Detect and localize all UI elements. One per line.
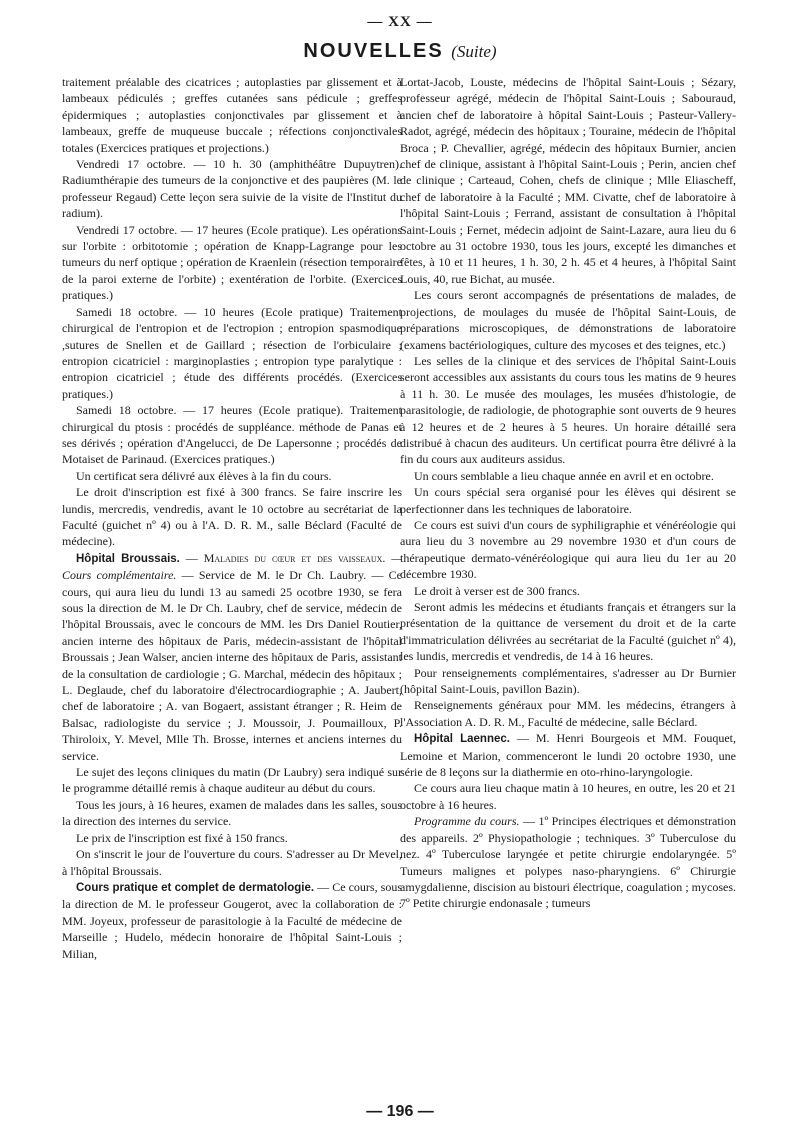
paragraph: Le droit à verser est de 300 francs. bbox=[414, 583, 580, 598]
paragraph: Un certificat sera délivré aux élèves à la fin du cours. bbox=[76, 468, 332, 483]
paragraph: Les selles de la clinique et des services de l'hôpital Saint-Louis seront accessibles aux assistants du cours tous les matins de 9 heures à 11 h. 30. Le musée des moulages, les musées d'histologie, de parasitologie, de radiologie, de photographie sont ouverts de 9 heures à 12 heures et de 2 heures à 5 heures. Un horaire détaillé sera distribué à chacun des auditeurs. Un certificat pourra être délivré à la fin du cours aux auditeurs assidus. bbox=[400, 353, 736, 467]
paragraph-dermatologie bbox=[62, 879, 402, 962]
paragraph: Le droit d'inscription est fixé à 300 francs. Se faire inscrire les lundis, mercredis, vendredis, avant le 10 octobre au secrétariat de la Faculté (guichet nº 4) ou à l'A. D. R. M., salle Béclard (Faculté de médecine). bbox=[62, 485, 402, 549]
right-column bbox=[400, 74, 736, 912]
paragraph-text: — 1º Principes électriques et démonstration des appareils. 2º Physiopathologie ; techniques. 3º Tuberculose du nez. 4º Tuberculose laryngée et petite chirurgie endolaryngée. 5º Tumeurs malignes et polypes naso-pharyngiens. 6º Chirurgie amygdalienne, discision au bistouri électrique, coagulation ; mycoses. 7º Petite chirurgie endonasale ; tumeurs bbox=[400, 814, 737, 911]
section-heading: Hôpital Broussais. bbox=[76, 552, 180, 565]
roman-page-number: — XX — bbox=[367, 14, 433, 30]
section-title bbox=[0, 40, 800, 63]
paragraph: Tous les jours, à 16 heures, examen de malades dans les salles, sous la direction des internes du service. bbox=[62, 797, 402, 829]
paragraph: Un cours spécial sera organisé pour les élèves qui désirent se perfectionner dans les techniques de laboratoire. bbox=[400, 485, 736, 516]
paragraph-broussais bbox=[62, 550, 402, 764]
paragraph-programme bbox=[400, 813, 736, 911]
paragraph: Ce cours aura lieu chaque matin à 10 heures, en outre, les 20 et 21 octobre à 16 heures. bbox=[400, 781, 736, 812]
section-subheading-italic: — Cours complémentaire. bbox=[62, 550, 402, 583]
paragraph: Le sujet des leçons cliniques du matin (Dr Laubry) sera indiqué sur le programme détaillé remis à chaque auditeur au début du cours. bbox=[62, 765, 402, 796]
paragraph: Samedi 18 octobre. — 10 heures (Ecole pratique) Traitement chirurgical de l'entropion et de l'ectropion ; entropion spasmodique ,sutures de Snellen et de Gaillard ; résection de l'orbiculaire ; entropion cicatriciel : marginoplasties ; entropion type paralytique : entropion cicatriciel ; étude des différents procédés. (Exercices pratiques.) bbox=[62, 304, 402, 401]
paragraph: Le prix de l'inscription est fixé à 150 francs. bbox=[76, 830, 288, 845]
paragraph: Samedi 18 octobre. — 17 heures (Ecole pratique). Traitement chirurgical du ptosis : procédés de suppléance. méthode de Panas et ses dérivés ; opération d'Angelucci, de De Lapersonne ; procédés de Motaiset de Parinaud. (Exercices pratiques.) bbox=[62, 403, 402, 467]
paragraph: Lortat-Jacob, Louste, médecins de l'hôpital Saint-Louis ; Sézary, professeur agrégé, médecin de l'hôpital Saint-Louis ; Sabouraud, ancien chef de laboratoire à hôpital Saint-Louis ; Pasteur-Vallery-Radot, agrégé, médecin des hôpitaux ; Touraine, médecin de l'hôpital Broca ; P. Chevallier, agrégé, médecin des hôpitaux Burnier, ancien chef de clinique, assistant à l'hôpital Saint-Louis ; Perin, ancien chef de clinique ; Carteaud, Cohen, chefs de clinique ; Mlle Eliascheff, chef de laboratoire à la Faculté ; MM. Civatte, chef de laboratoire à l'hôpital Saint-Louis ; Ferrand, assistant de consultation à l'hôpital Saint-Louis ; Fernet, médecin adjoint de Saint-Lazare, aura lieu du 6 octobre au 31 octobre 1930, tous les jours, excepté les dimanches et fêtes, à 10 et 11 heures, 1 h. 30, 2 h. 45 et 4 heures, à l'hôpital Saint Louis, 40, rue Bichat, au musée. bbox=[400, 75, 736, 286]
section-subheading: — Maladies du cœur et des vaisseaux. bbox=[185, 550, 386, 565]
paragraph: Ce cours est suivi d'un cours de syphiligraphie et vénéréologie qui aura lieu du 3 novembre au 29 novembre 1930 et d'un cours de thérapeutique dermato-vénéréologique qui aura lieu du 1er au 20 décembre 1930. bbox=[400, 517, 736, 582]
paragraph: Vendredi 17 octobre. — 10 h. 30 (amphithéâtre Dupuytren). Radiumthérapie des tumeurs de la conjonctive et des paupières (M. le professeur Regaud) Cette leçon sera suivie de la visite de l'Institut du radium). bbox=[62, 157, 402, 221]
paragraph: Seront admis les médecins et étudiants français et étrangers sur la présentation de la quittance de versement du droit et de la carte d'immatriculation délivrées au secrétariat de la Faculté (guichet nº 4), les lundis, mercredis et vendredis, de 14 à 16 heures. bbox=[400, 600, 736, 664]
section-heading: Hôpital Laennec. bbox=[414, 733, 510, 746]
paragraph: On s'inscrit le jour de l'ouverture du cours. S'adresser au Dr Mevel, à l'hôpital Broussais. bbox=[62, 847, 402, 878]
section-heading: Cours pratique et complet de dermatologie. bbox=[76, 881, 315, 894]
left-column bbox=[62, 74, 402, 962]
paragraph: Un cours semblable a lieu chaque année en avril et en octobre. bbox=[414, 468, 714, 483]
paragraph: Les cours seront accompagnés de présentations de malades, de projections, de moulages du musée de l'hôpital Saint-Louis, de préparations microscopiques, de démonstrations de laboratoire (examens bactériologiques, culture des mycoses et des teignes, etc.) bbox=[400, 288, 736, 352]
paragraph-text: — Service de M. le Dr Ch. Laubry. — Ce cours, qui aura lieu du lundi 13 au samedi 25 ocotbre 1930, se fera sous la direction de M. le Dr Ch. Laubry, chef de service, médecin de l'hôpital Broussais, avec le concours de MM. les Drs Daniel Routier, ancien interne des hôpitaux de Paris, médecin-assistant de l'hôpital Broussais ; Jean Walser, ancien interne des hôpitaux de Paris, assistant de la consultation de cardiologie ; G. Marchal, médecin des hôpitaux ; L. Deglaude, chef du laboratoire d'électrocardiographie ; A. Jaubert, chef de laboratoire ; A. van Bogaert, assistant étranger ; R. Heim de Balsac, radiologiste du service ; J. Moussoir, J. Poumailloux, P. Thiroloix, Y. Mevel, Mlle Th. Brosse, internes et anciens internes du service. bbox=[62, 568, 403, 763]
section-title-suffix: (Suite) bbox=[451, 42, 497, 61]
section-title-text: NOUVELLES bbox=[303, 40, 444, 62]
paragraph-laennec bbox=[400, 730, 736, 780]
paragraph-text: — Ce cours, sous la direction de M. le professeur Gougerot, avec la collaboration de : MM. Joyeux, professeur de parasitologie à la Faculté de médecine de Marseille ; Hudelo, médecin honoraire de l'hôpital Saint-Louis ; Milian, bbox=[62, 879, 402, 961]
paragraph: Renseignements généraux pour MM. les médecins, étrangers à l'Association A. D. R. M., Faculté de médecine, salle Béclard. bbox=[400, 698, 736, 729]
paragraph: traitement préalable des cicatrices ; autoplasties par glissement et à lambeaux pédiculés ; greffes cutanées sans pédicule ; greffes épidermiques ; autoplasties conjonctivales par glissement et à lambeaux, greffe de muqueuse buccale ; réfections conjonctivales totales (Exercices pratiques et projections.) bbox=[62, 75, 402, 155]
paragraph: Vendredi 17 octobre. — 17 heures (Ecole pratique). Les opérations sur l'orbite : orbitotomie ; opération de Knapp-Lagrange pour les tumeurs du nerf optique ; opération de Kraenlein (résection temporaire de la paroi externe de l'orbite) ; exentération de l'orbite. (Exercices pratiques.) bbox=[62, 222, 402, 303]
page-number: — 196 — bbox=[366, 1103, 434, 1120]
programme-heading: Programme du cours. bbox=[414, 814, 520, 829]
paragraph-text: — M. Henri Bourgeois et MM. Fouquet, Lemoine et Marion, commenceront le lundi 20 octobre 1930, une série de 8 leçons sur la diathermie en oto-rhino-laryngologie. bbox=[400, 731, 736, 780]
paragraph: Pour renseignements complémentaires, s'adresser au Dr Burnier (hôpital Saint-Louis, pavillon Bazin). bbox=[400, 665, 736, 697]
